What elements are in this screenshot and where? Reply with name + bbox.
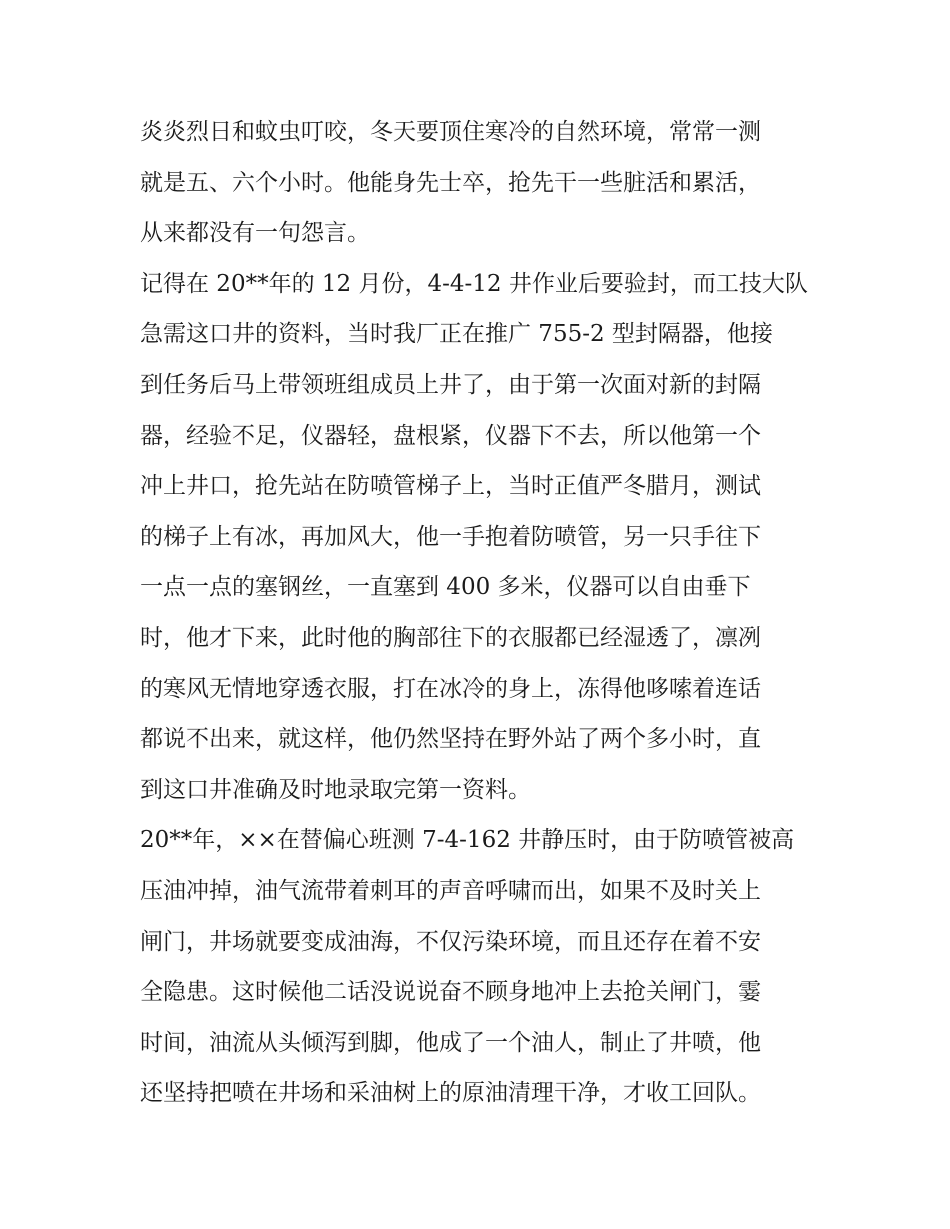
text-line: 器，经验不足，仪器轻，盘根紧，仪器下不去，所以他第一个 xyxy=(140,422,761,449)
text-line: 从来都没有一句怨言。 xyxy=(140,220,370,247)
text-line: 到任务后马上带领班组成员上井了，由于第一次面对新的封隔 xyxy=(140,371,761,398)
text-line: 都说不出来，就这样，他仍然坚持在野外站了两个多小时，直 xyxy=(140,726,761,753)
text-line: 20**年，××在替偏心班测 7-4-162 井静压时，由于防喷管被高 xyxy=(140,827,795,854)
text-line: 的寒风无情地穿透衣服，打在冰冷的身上，冻得他哆嗦着连话 xyxy=(140,675,761,702)
text-line: 就是五、六个小时。他能身先士卒，抢先干一些脏活和累活， xyxy=(140,169,761,196)
text-line: 闸门，井场就要变成油海，不仅污染环境，而且还存在着不安 xyxy=(140,928,761,955)
text-line: 压油冲掉，油气流带着刺耳的声音呼啸而出，如果不及时关上 xyxy=(140,877,761,904)
body-text xyxy=(140,107,820,1119)
text-line: 一点一点的塞钢丝，一直塞到 400 多米，仪器可以自由垂下 xyxy=(140,574,751,601)
text-line: 还坚持把喷在井场和采油树上的原油清理干净，才收工回队。 xyxy=(140,1080,761,1107)
text-line: 到这口井准确及时地录取完第一资料。 xyxy=(140,776,531,803)
text-line: 炎炎烈日和蚊虫叮咬，冬天要顶住寒冷的自然环境，常常一测 xyxy=(140,119,761,145)
text-line: 的梯子上有冰，再加风大，他一手抱着防喷管，另一只手往下 xyxy=(140,523,761,550)
text-line: 记得在 20**年的 12 月份，4-4-12 井作业后要验封，而工技大队 xyxy=(140,270,808,297)
text-line: 全隐患。这时候他二话没说说奋不顾身地冲上去抢关闸门，霎 xyxy=(140,979,761,1006)
text-line: 时，他才下来，此时他的胸部往下的衣服都已经湿透了，凛冽 xyxy=(140,624,761,651)
text-line: 时间，油流从头倾泻到脚，他成了一个油人，制止了井喷，他 xyxy=(140,1029,761,1056)
text-line: 急需这口井的资料，当时我厂正在推广 755-2 型封隔器，他接 xyxy=(140,321,773,348)
text-line: 冲上井口，抢先站在防喷管梯子上，当时正值严冬腊月，测试 xyxy=(140,473,761,500)
